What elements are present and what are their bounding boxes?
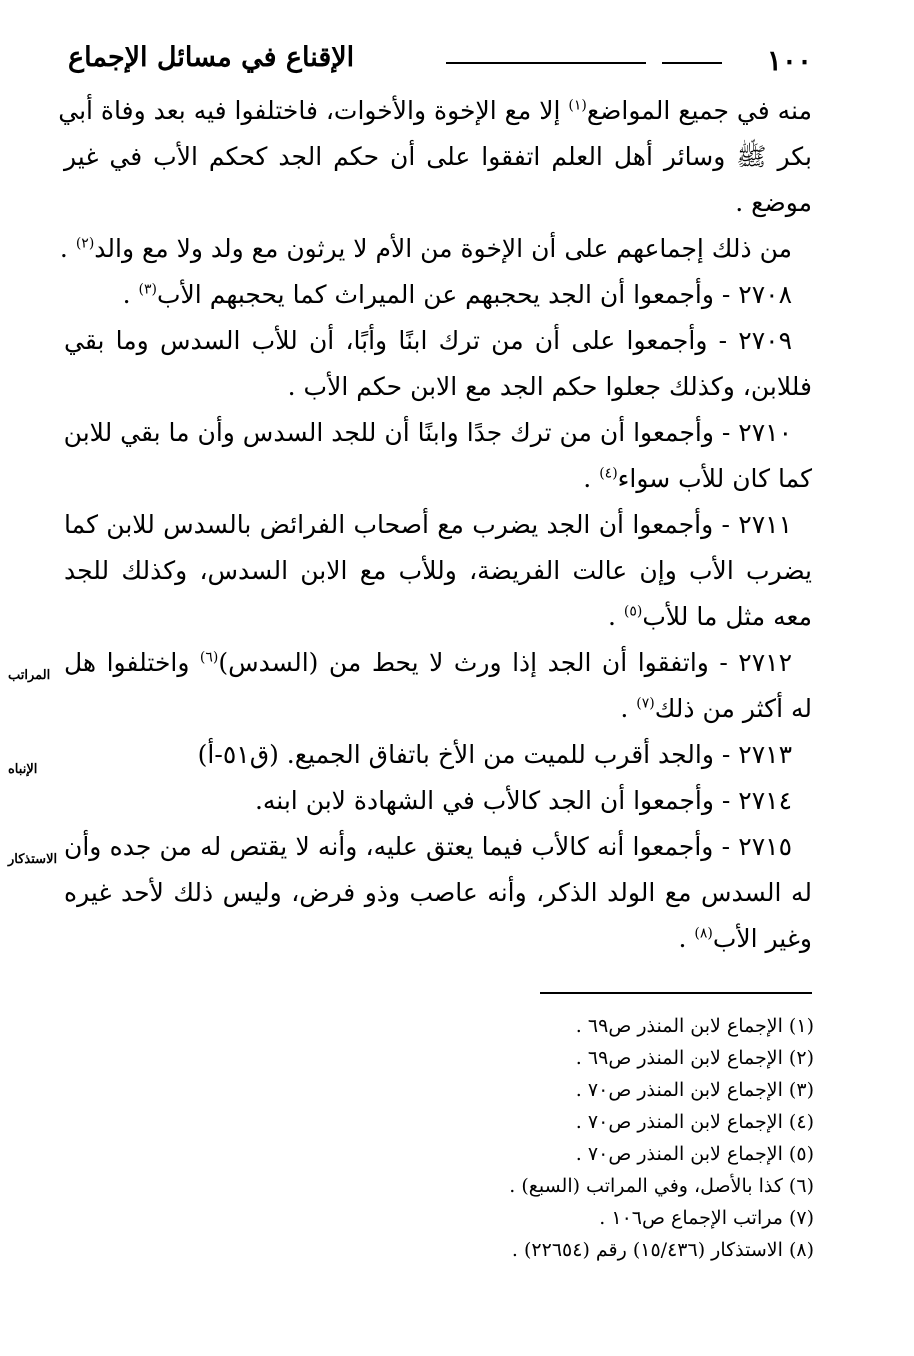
issue-2711: ٢٧١١ - وأجمعوا أن الجد يضرب مع أصحاب الفرائض بالسدس للابن كما: [64, 510, 792, 539]
issue-2709: ٢٧٠٩ - وأجمعوا على أن من ترك ابنًا وأبًا، أن للأب السدس وما بقي: [64, 326, 792, 355]
text-line: يضرب الأب وإن عالت الفريضة، وللأب مع الابن السدس، وكذلك للجد: [64, 556, 812, 585]
footnote: (٤) الإجماع لابن المنذر ص٧٠ .: [575, 1111, 814, 1133]
footnotes: [214, 1010, 814, 1266]
issue-2710: ٢٧١٠ - وأجمعوا أن من ترك جدًا وابنًا أن للجد السدس وأن ما بقي للابن: [63, 418, 792, 447]
footnote: (٨) الاستذكار (١٥/٤٣٦) رقم (٢٢٦٥٤) .: [511, 1239, 814, 1261]
text-line: من ذلك إجماعهم على أن الإخوة من الأم لا يرثون مع ولد ولا مع والد$^{(٢)}$ .: [59, 234, 792, 263]
text-line: موضع .: [735, 188, 812, 217]
text-line: فللابن، وكذلك جعلوا حكم الجد مع الابن حكم الأب .: [287, 372, 812, 401]
header-rule: [662, 62, 722, 64]
margin-note-inbah: الإنباه: [8, 762, 38, 777]
running-title: الإقناع في مسائل الإجماع: [68, 42, 355, 73]
issue-2708: ٢٧٠٨ - وأجمعوا أن الجد يحجبهم عن الميراث كما يحجبهم الأب$^{(٣)}$ .: [122, 280, 792, 309]
text-line: له السدس مع الولد الذكر، وأنه عاصب وذو فرض، وليس ذلك لأحد غيره: [64, 878, 812, 907]
text-line: كما كان للأب سواء$^{(٤)}$ .: [583, 464, 812, 493]
footnote: (٢) الإجماع لابن المنذر ص٦٩ .: [575, 1047, 814, 1069]
footnote-separator: [540, 992, 812, 994]
text-line: معه مثل ما للأب$^{(٥)}$ .: [607, 602, 812, 631]
issue-2712: ٢٧١٢ - واتفقوا أن الجد إذا ورث لا يحط من (السدس)$^{(٦)}$ واختلفوا هل: [64, 648, 793, 677]
page-header: [60, 40, 812, 80]
text-line: منه في جميع المواضع$^{(١)}$ إلا مع الإخوة والأخوات، فاختلفوا فيه بعد وفاة أبي: [58, 96, 812, 125]
footnote: (٣) الإجماع لابن المنذر ص٧٠ .: [575, 1079, 814, 1101]
text-line: بكر ﷺ وسائر أهل العلم اتفقوا على أن حكم الجد كحكم الأب في غير: [64, 142, 812, 171]
text-line: وغير الأب$^{(٨)}$ .: [678, 924, 812, 953]
footnote: (٦) كذا بالأصل، وفي المراتب (السبع) .: [509, 1175, 814, 1197]
header-rule: [446, 62, 646, 64]
footnote: (١) الإجماع لابن المنذر ص٦٩ .: [575, 1015, 814, 1037]
issue-2714: ٢٧١٤ - وأجمعوا أن الجد كالأب في الشهادة لابن ابنه.: [254, 786, 792, 815]
issue-2715: ٢٧١٥ - وأجمعوا أنه كالأب فيما يعتق عليه، وأنه لا يقتص له من جده وأن: [64, 832, 792, 861]
text-line: له أكثر من ذلك$^{(٧)}$ .: [620, 694, 812, 723]
footnote: (٥) الإجماع لابن المنذر ص٧٠ .: [575, 1143, 814, 1165]
footnote: (٧) مراتب الإجماع ص١٠٦ .: [599, 1207, 814, 1229]
page-number: ١٠٠: [766, 44, 812, 77]
margin-note-istidhkar: الاستذكار: [8, 852, 58, 867]
margin-note-maratib: المراتب: [8, 668, 51, 683]
main-text: [58, 88, 812, 962]
issue-2713: ٢٧١٣ - والجد أقرب للميت من الأخ باتفاق الجميع. (ق٥١-أ): [197, 740, 792, 769]
